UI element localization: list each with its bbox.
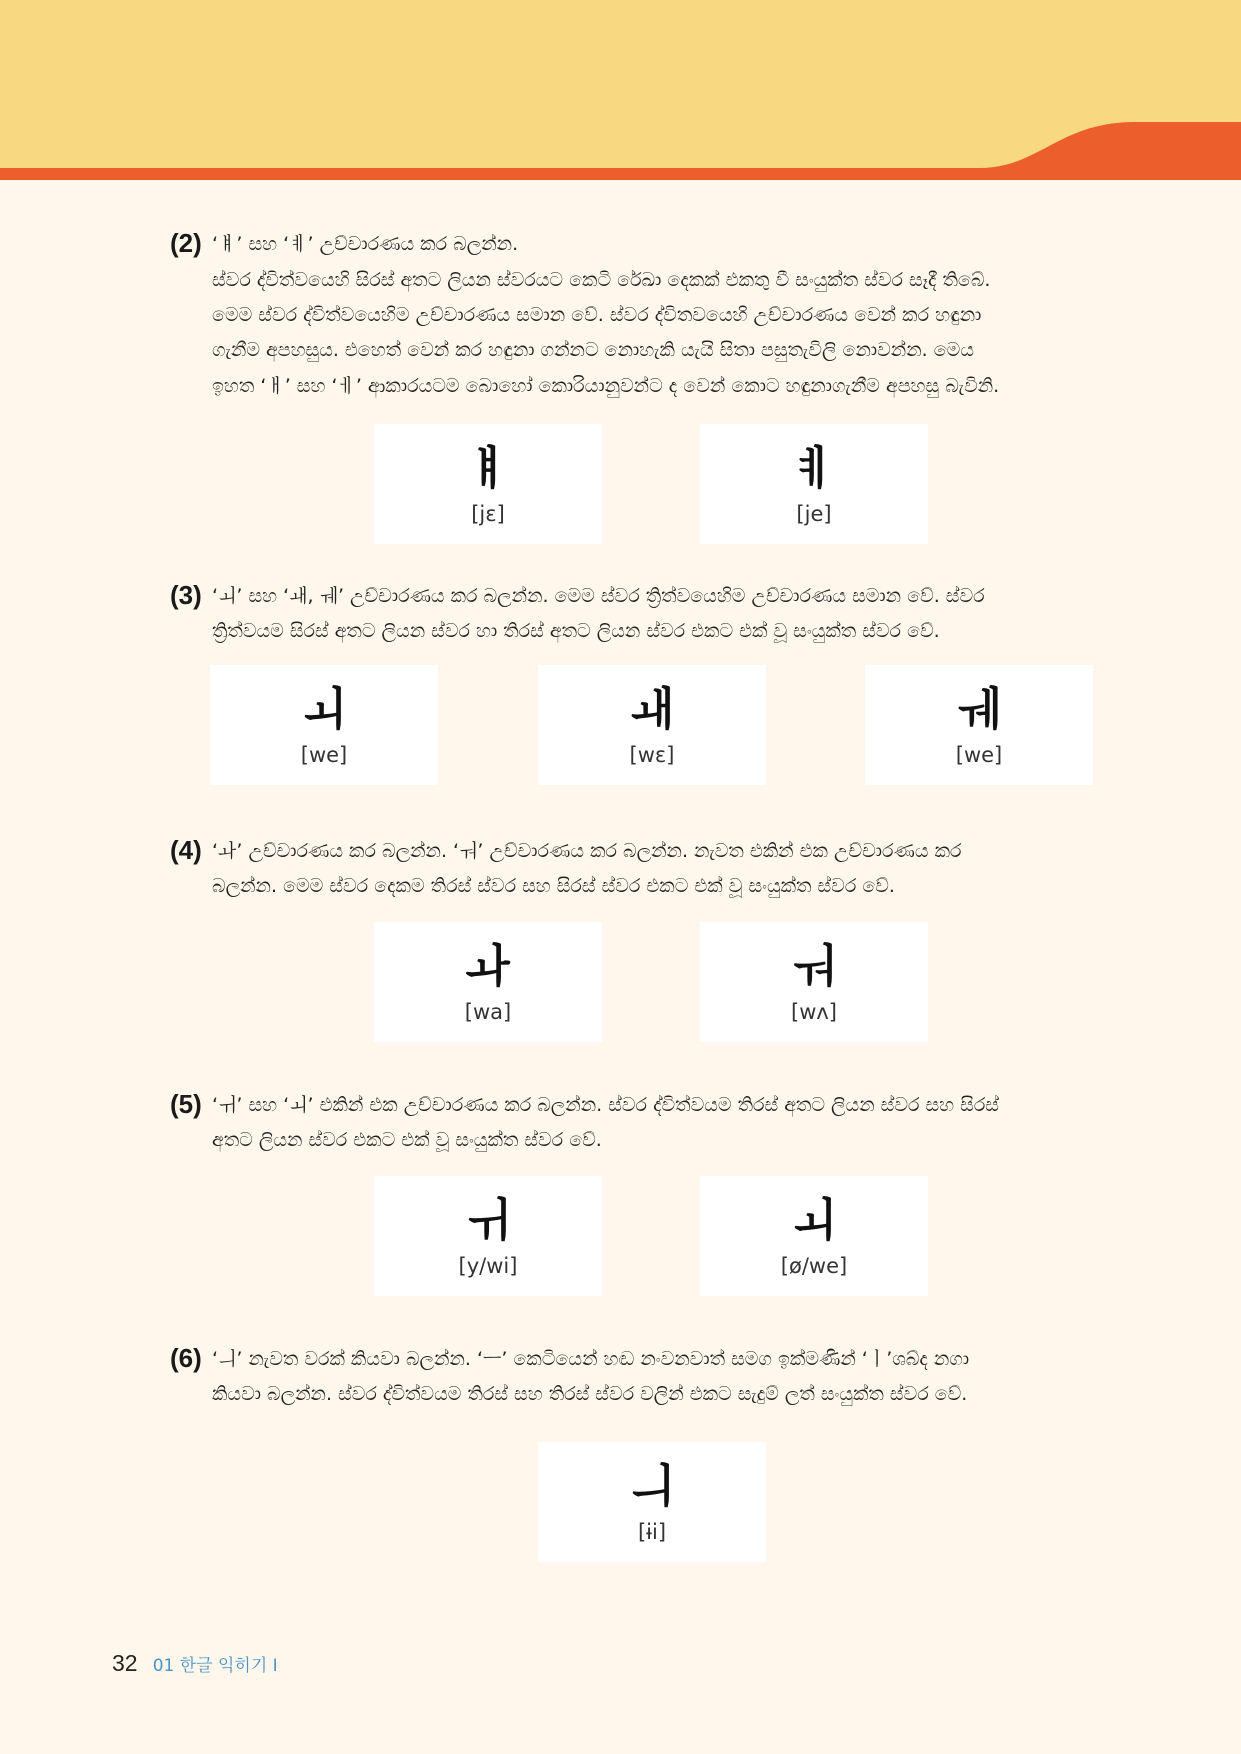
page-header-banner (0, 0, 1241, 185)
vowel-card (700, 424, 928, 544)
vowel-card (700, 922, 928, 1042)
section-4 (170, 835, 1090, 1055)
section-number: (5) (170, 1089, 202, 1119)
ipa-label: [wa] (464, 1000, 512, 1024)
page-footer (112, 1650, 278, 1677)
ipa-label: [je] (796, 502, 832, 526)
section-text: කියවා බලන්න. ස්වර ද්විත්වයම තිරස් සහ තිරස් ස්වර වලින් එකට සැදුම් ලත් සංයුක්ත ස්වර වේ. (212, 1383, 968, 1405)
vowel-glyph: ㅚ (301, 682, 347, 736)
section-text: බලන්න. මෙම ස්වර දෙකම තිරස් ස්වර සහ සිරස් ස්වර එකට එක් වූ සංයුක්ත ස්වර වේ. (212, 875, 895, 897)
vowel-glyph: ㅒ (465, 441, 511, 495)
vowel-glyph: ㅞ (956, 682, 1002, 736)
section-5 (170, 1089, 1090, 1309)
vowel-card (374, 424, 602, 544)
ipa-label: [y/wi] (458, 1254, 518, 1278)
section-2 (170, 228, 1090, 548)
section-text: ‘ㅚ’ සහ ‘ㅙ, ㅞ’ උච්චාරණය කර බලන්න. මෙම ස්වර ත්‍රිත්වයෙහිම උච්චාරණය සමාන වේ. ස්වර (212, 585, 985, 607)
section-text: ගැනීම අපහසුය. එහෙත් වෙන් කර හඳුනා ගන්නට නොහැකි යැයි සිතා පසුතැවිලි නොවන්න. මෙය (212, 339, 974, 361)
section-text: ‘ㅟ’ සහ ‘ㅚ’ එකින් එක උච්චාරණය කර බලන්න. ස්වර ද්විත්වයම තිරස් අතට ලියන ස්වර සහ සිරස් (212, 1094, 999, 1116)
vowel-card (374, 922, 602, 1042)
vowel-glyph: ㅙ (629, 682, 675, 736)
vowel-glyph: ㅖ (791, 441, 837, 495)
section-number: (6) (170, 1343, 202, 1373)
chapter-label: 01 한글 익히기 Ⅰ (152, 1656, 278, 1676)
ipa-label: [wɛ] (629, 743, 675, 767)
ipa-label: [ø/we] (780, 1254, 848, 1278)
ipa-label: [we] (955, 743, 1003, 767)
vowel-glyph: ㅝ (791, 939, 837, 993)
vowel-card (374, 1176, 602, 1296)
vowel-glyph: ㅟ (465, 1193, 511, 1247)
section-number: (2) (170, 228, 202, 258)
section-text: ත්‍රිත්වයම සිරස් අතට ලියන ස්වර හා තිරස් අතට ලියන ස්වර එකට එක් වූ සංයුක්ත ස්වර වේ. (212, 620, 940, 642)
vowel-card (865, 665, 1093, 785)
section-text: ‘ㅢ’ නැවත වරක් කියවා බලන්න. ‘ㅡ’ කෙටියෙන් හඬ නංවනවාත් සමග ඉක්මණින් ‘ㅣ’ශබ්ද නගා (212, 1348, 970, 1370)
ipa-label: [ɨi] (637, 1520, 667, 1544)
section-text: මෙම ස්වර ද්විත්වයෙහිම උච්චාරණය සමාන වේ. ස්වර ද්විතවයෙහි උච්චාරණය වෙන් කර හඳුනා (212, 304, 982, 326)
section-6 (170, 1343, 1090, 1573)
ipa-label: [we] (300, 743, 348, 767)
section-text: ඉහත ‘ㅐ’ සහ ‘ㅔ’ ආකාරයටම බොහෝ කොරියානුවන්ට ද වෙන් කොට හඳුනාගැනීම අපහසු බැවිනි. (212, 375, 1000, 397)
vowel-card (538, 665, 766, 785)
section-heading: ‘ㅒ’ සහ ‘ㅖ’ උච්චාරණය කර බලන්න. (212, 233, 519, 255)
vowel-glyph: ㅚ (791, 1193, 837, 1247)
vowel-glyph: ㅢ (629, 1459, 675, 1513)
section-text: ‘ㅘ’ උච්චාරණය කර බලන්න. ‘ㅝ’ උච්චාරණය කර බලන්න. නැවත එකින් එක උච්චාරණය කර (212, 840, 962, 862)
vowel-card (538, 1442, 766, 1562)
section-text: ස්වර ද්විත්වයෙහි සිරස් අතට ලියන ස්වරයට කෙටි රේඛා දෙකක් එකතු වී සංයුක්ත ස්වර සෑදී තිබේ. (212, 269, 991, 291)
section-text: අතට ලියන ස්වර එකට එක් වූ සංයුක්ත ස්වර වේ. (212, 1129, 602, 1151)
vowel-card (210, 665, 438, 785)
section-number: (4) (170, 835, 202, 865)
vowel-card (700, 1176, 928, 1296)
ipa-label: [wʌ] (791, 1000, 837, 1024)
section-3 (170, 580, 1090, 800)
ipa-label: [jɛ] (471, 502, 505, 526)
section-number: (3) (170, 580, 202, 610)
vowel-glyph: ㅘ (465, 939, 511, 993)
page-number: 32 (112, 1650, 138, 1676)
